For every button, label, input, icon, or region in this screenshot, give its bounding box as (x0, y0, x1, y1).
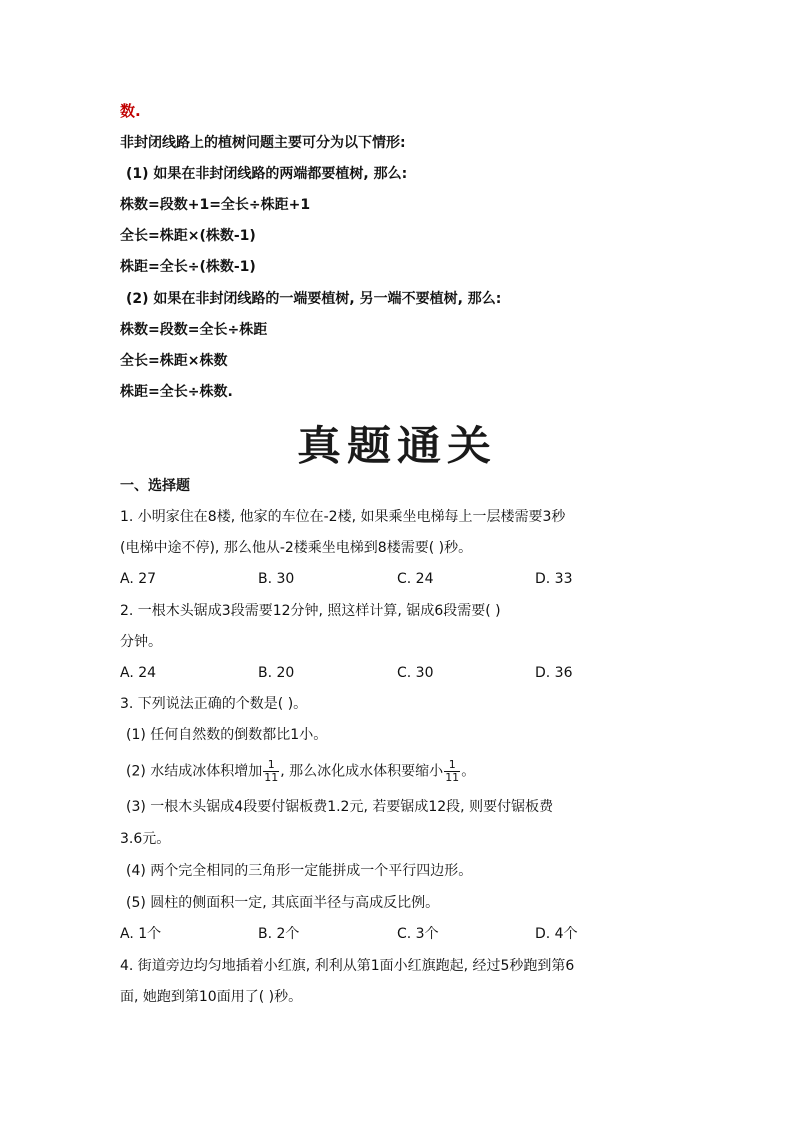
q3-statement-3-line-1: (3) 一根木头锯成4段要付锯板费1.2元, 若要锯成12段, 则要付锯板费 (126, 799, 554, 815)
q3-statement-2-part-a: (2) 水结成冰体积增加 (126, 763, 263, 780)
fraction-one-eleventh-b (444, 759, 460, 784)
q3-option-c[interactable]: C. 3个 (397, 926, 439, 942)
q3-line-1: 3. 下列说法正确的个数是( )。 (120, 696, 308, 712)
q1-option-d[interactable]: D. 33 (535, 571, 573, 587)
q2-option-b[interactable]: B. 20 (258, 665, 295, 681)
fraction-numerator: 1 (263, 759, 279, 772)
q2-option-d[interactable]: D. 36 (535, 665, 573, 681)
q2-option-a[interactable]: A. 24 (120, 665, 157, 681)
q2-line-2: 分钟。 (120, 634, 162, 650)
q4-line-1: 4. 街道旁边均匀地插着小红旗, 利利从第1面小红旗跑起, 经过5秒跑到第6 (120, 958, 575, 974)
case1-text: (1) 如果在非封闭线路的两端都要植树, 那么: (126, 166, 408, 182)
case1-formula-2: 全长=株距×(株数-1) (120, 228, 256, 244)
q3-option-d[interactable]: D. 4个 (535, 926, 578, 942)
q1-option-a[interactable]: A. 27 (120, 571, 157, 587)
q4-line-2: 面, 她跑到第10面用了( )秒。 (120, 989, 303, 1005)
q3-statement-3-line-2: 3.6元。 (120, 831, 171, 847)
intro-tail-text: 数. (120, 102, 141, 120)
fraction-numerator: 1 (444, 759, 460, 772)
q3-statement-2-part-c: 。 (461, 763, 476, 780)
case2-formula-2: 全长=株距×株数 (120, 353, 228, 369)
q3-statement-4: (4) 两个完全相同的三角形一定能拼成一个平行四边形。 (126, 863, 473, 879)
q2-option-c[interactable]: C. 30 (397, 665, 434, 681)
case2-text: (2) 如果在非封闭线路的一端要植树, 另一端不要植树, 那么: (126, 291, 502, 307)
case1-formula-1: 株数=段数+1=全长÷株距+1 (120, 197, 311, 213)
q3-option-a[interactable]: A. 1个 (120, 926, 162, 942)
fraction-one-eleventh-a (263, 759, 279, 784)
q1-line-2: (电梯中途不停), 那么他从-2楼乘坐电梯到8楼需要( )秒。 (120, 540, 473, 556)
q1-option-b[interactable]: B. 30 (258, 571, 295, 587)
case2-formula-3: 株距=全长÷株数. (120, 384, 233, 400)
q3-option-b[interactable]: B. 2个 (258, 926, 300, 942)
case2-formula-1: 株数=段数=全长÷株距 (120, 322, 268, 338)
q2-line-1: 2. 一根木头锯成3段需要12分钟, 照这样计算, 锯成6段需要( ) (120, 603, 501, 619)
q1-option-c[interactable]: C. 24 (397, 571, 434, 587)
section-heading: 一、选择题 (120, 478, 190, 494)
banner-title: 真题通关 (297, 422, 497, 470)
fraction-denominator: 11 (264, 771, 279, 784)
q1-line-1: 1. 小明家住在8楼, 他家的车位在-2楼, 如果乘坐电梯每上一层楼需要3秒 (120, 509, 566, 525)
q3-statement-1: (1) 任何自然数的倒数都比1小。 (126, 727, 328, 743)
q3-statement-2 (126, 759, 475, 784)
fraction-denominator: 11 (445, 771, 460, 784)
q3-statement-2-part-b: , 那么冰化成水体积要缩小 (280, 763, 444, 780)
q3-statement-5: (5) 圆柱的侧面积一定, 其底面半径与高成反比例。 (126, 895, 440, 911)
intro-heading: 非封闭线路上的植树问题主要可分为以下情形: (120, 135, 406, 151)
case1-formula-3: 株距=全长÷(株数-1) (120, 259, 256, 275)
